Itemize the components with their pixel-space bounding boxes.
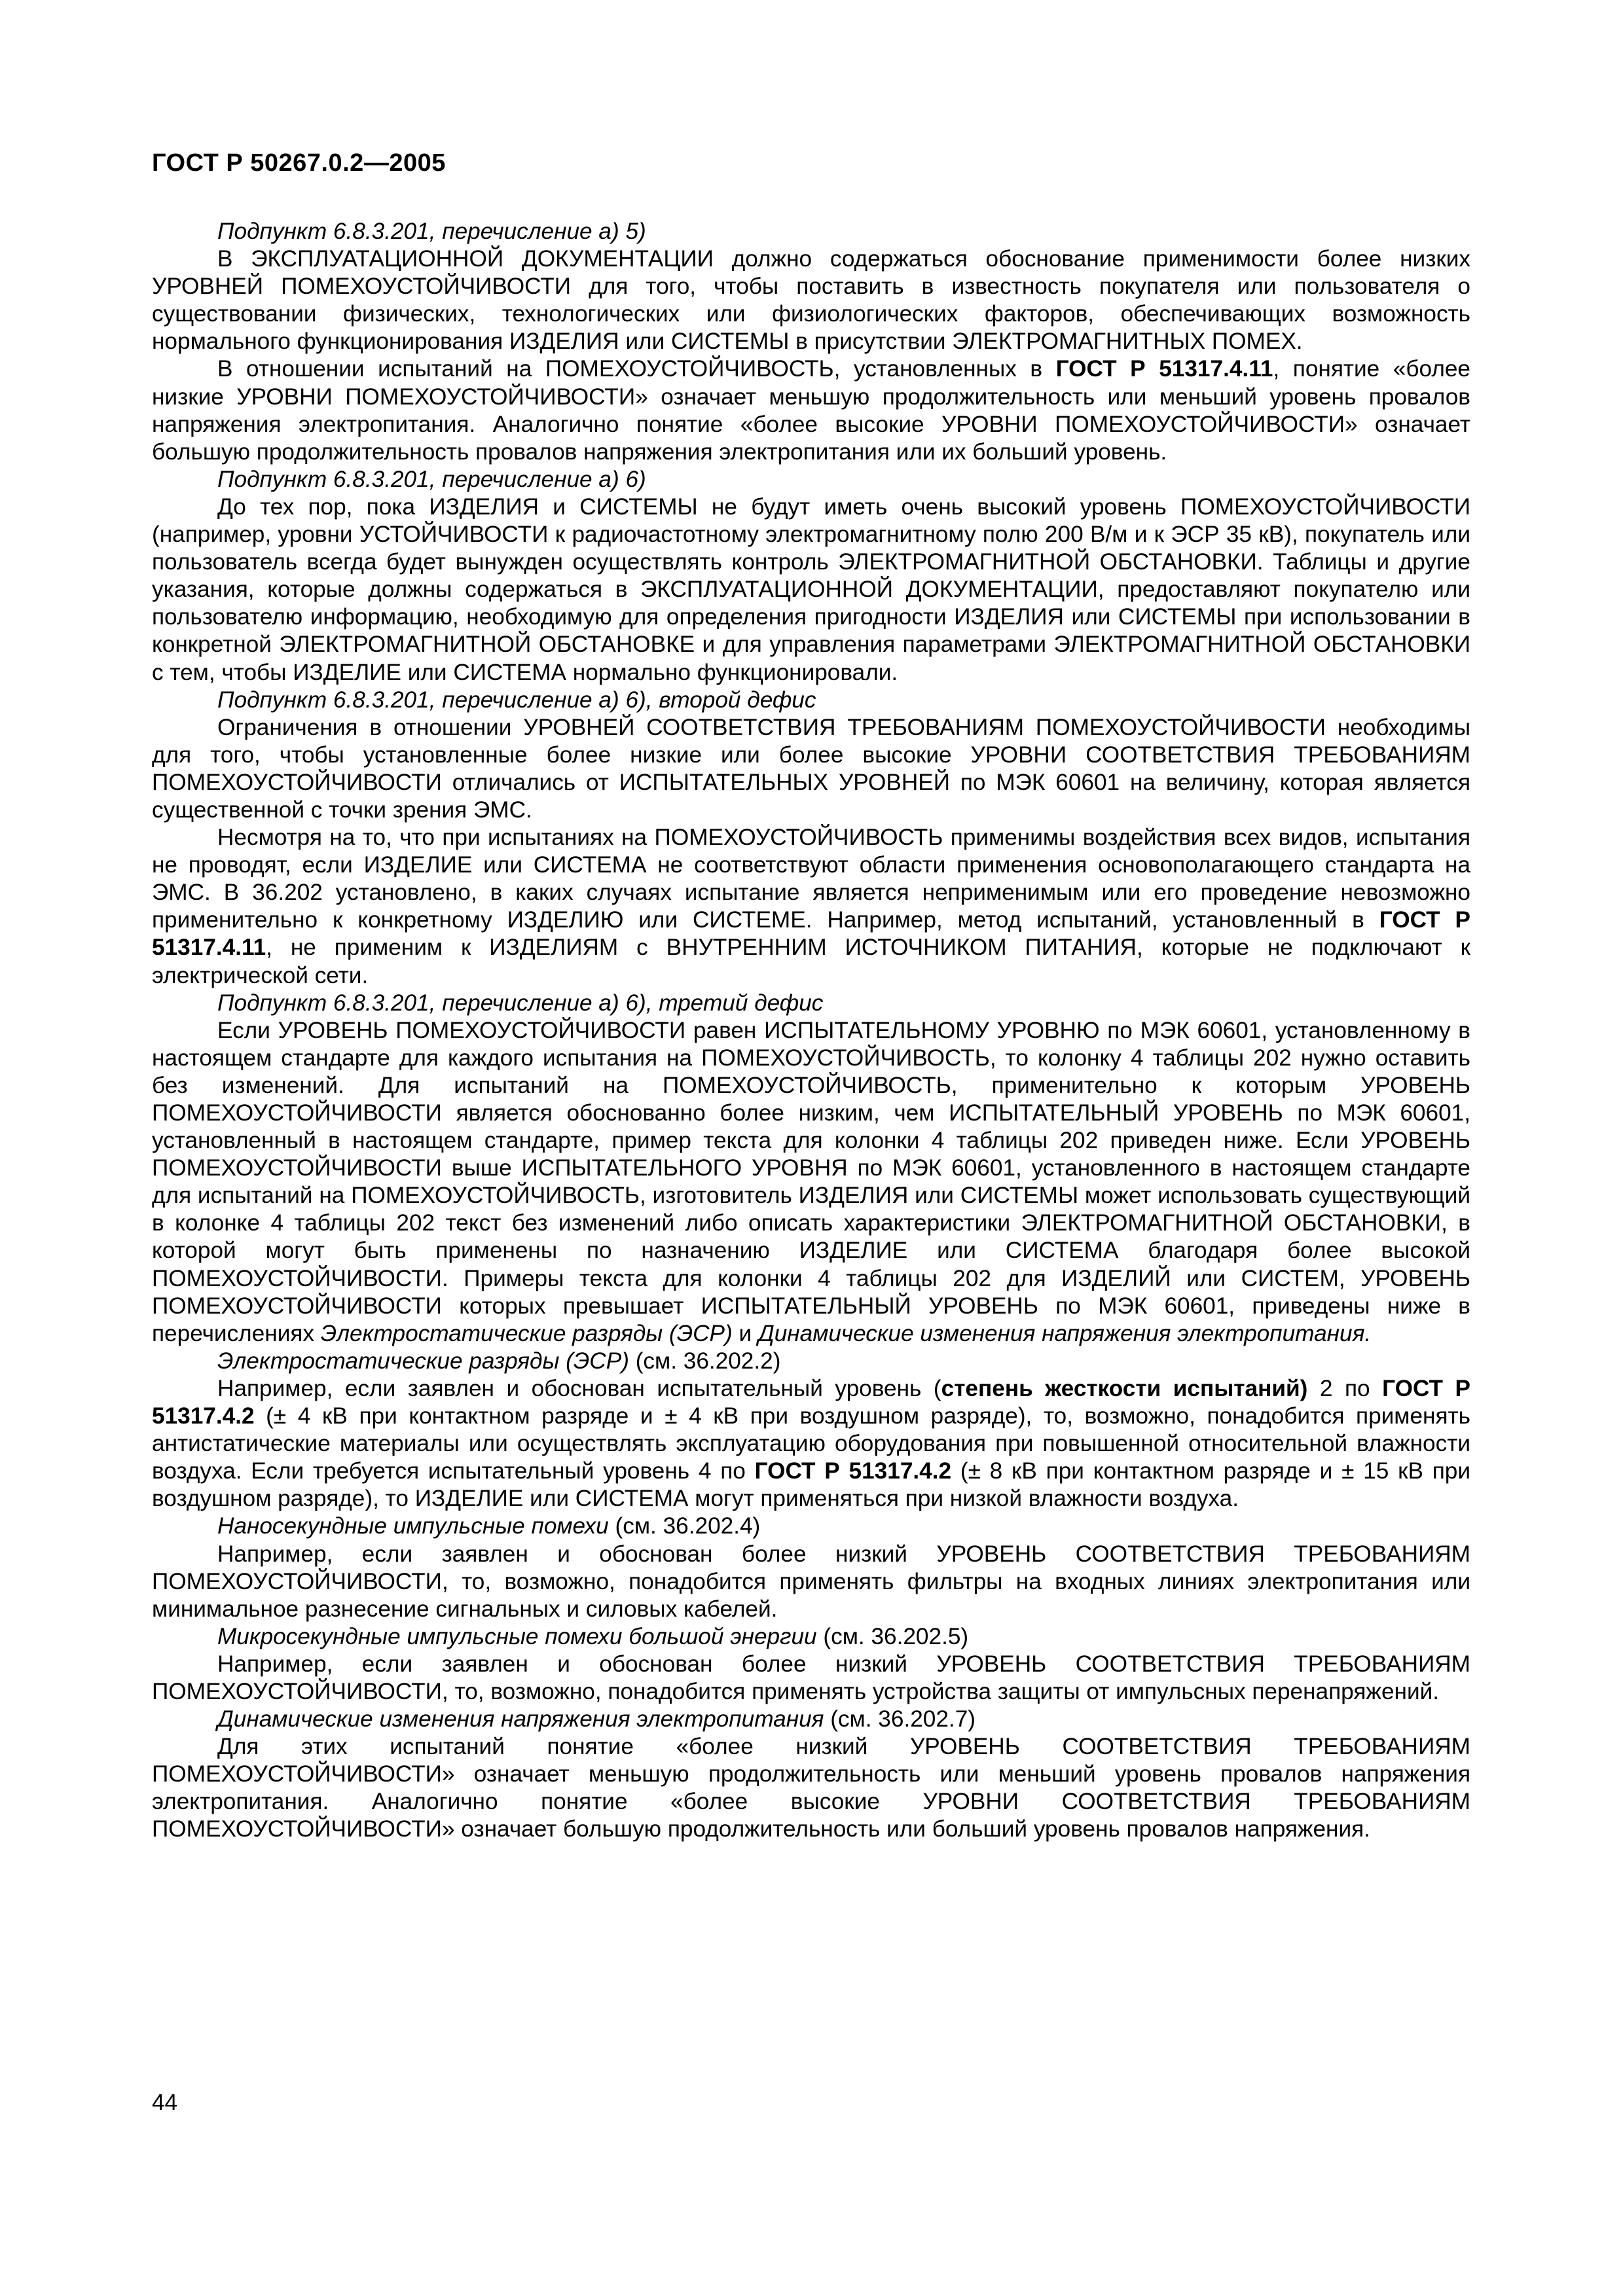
paragraph xyxy=(152,1017,1470,1348)
paragraph xyxy=(152,1733,1470,1843)
text-run: Несмотря на то, что при испытаниях на ПОМЕХОУСТОЙЧИВОСТЬ применимы воздействия всех видов, испытания не проводят, если ИЗДЕЛИЕ или СИСТЕМА не соответствуют области применения основополагающего стандарта на ЭМС. В 36.202 установлено, в каких случаях испытание является неприменимым или его проведение невозможно применительно к конкретному ИЗДЕЛИЮ или СИСТЕМЕ. Например, метод испытаний, установленный в xyxy=(152,825,1470,933)
text-run: В отношении испытаний на ПОМЕХОУСТОЙЧИВОСТЬ, установленных в xyxy=(217,356,1056,382)
italic-run: Электростатические разряды (ЭСР) xyxy=(320,1320,733,1346)
bold-run: ГОСТ Р 51317.4.2 xyxy=(754,1458,952,1484)
text-run: Для этих испытаний понятие «более низкий УРОВЕНЬ СООТВЕТСТВИЯ ТРЕБОВАНИЯМ ПОМЕХОУСТОЙЧИВОСТИ» означает меньшую продолжительность или меньший уровень провалов напряжения электропитания. Аналогично понятие «более высокие УРОВНИ СООТВЕТСТВИЯ ТРЕБОВАНИЯМ ПОМЕХОУСТОЙЧИВОСТИ» означает большую продолжительность или больший уровень провалов напряжения. xyxy=(152,1734,1470,1842)
text-run: До тех пор, пока ИЗДЕЛИЯ и СИСТЕМЫ не будут иметь очень высокий уровень ПОМЕХОУСТОЙЧИВОСТИ (например, уровни УСТОЙЧИВОСТИ к радиочастотному электромагнитному полю 200 В/м и к ЭСР 35 кВ), покупатель или пользователь всегда будет вынужден осуществлять контроль ЭЛЕКТРОМАГНИТНОЙ ОБСТАНОВКИ. Таблицы и другие указания, которые должны содержаться в ЭКСПЛУАТАЦИОННОЙ ДОКУМЕНТАЦИИ, предоставляют покупателю или пользователю информацию, необходимую для определения пригодности ИЗДЕЛИЯ или СИСТЕМЫ при использовании в конкретной ЭЛЕКТРОМАГНИТНОЙ ОБСТАНОВКЕ и для управления параметрами ЭЛЕКТРОМАГНИТНОЙ ОБСТАНОВКИ с тем, чтобы ИЗДЕЛИЕ или СИСТЕМА нормально функционировали. xyxy=(152,493,1470,685)
paragraph xyxy=(152,245,1470,355)
paragraph xyxy=(152,493,1470,687)
italic-run: Подпункт 6.8.3.201, перечисление а) 5) xyxy=(217,219,646,244)
text-run: В ЭКСПЛУАТАЦИОННОЙ ДОКУМЕНТАЦИИ должно содержаться обоснование применимости более низких УРОВНЕЙ ПОМЕХОУСТОЙЧИВОСТИ для того, чтобы поставить в известность покупателя или пользователя о существовании физических, технологических или физиологических факторов, обеспечивающих возможность нормального функционирования ИЗДЕЛИЯ или СИСТЕМЫ в присутствии ЭЛЕКТРОМАГНИТНЫХ ПОМЕХ. xyxy=(152,246,1470,355)
text-run: (см. 36.202.7) xyxy=(824,1706,976,1732)
bold-run: ГОСТ Р 51317.4.11 xyxy=(1055,356,1273,382)
italic-run: Микросекундные импульсные помехи большой энергии xyxy=(217,1623,817,1649)
page-number: 44 xyxy=(152,2090,177,2115)
text-run: и xyxy=(732,1320,758,1346)
text-run: Если УРОВЕНЬ ПОМЕХОУСТОЙЧИВОСТИ равен ИСПЫТАТЕЛЬНОМУ УРОВНЮ по МЭК 60601, установленному в настоящем стандарте для каждого испытания на ПОМЕХОУСТОЙЧИВОСТЬ, то колонку 4 таблицы 202 нужно оставить без изменений. Для испытаний на ПОМЕХОУСТОЙЧИВОСТЬ, применительно к которым УРОВЕНЬ ПОМЕХОУСТОЙЧИВОСТИ является обоснованно более низким, чем ИСПЫТАТЕЛЬНЫЙ УРОВЕНЬ по МЭК 60601, установленный в настоящем стандарте, пример текста для колонки 4 таблицы 202 приведен ниже. Если УРОВЕНЬ ПОМЕХОУСТОЙЧИВОСТИ выше ИСПЫТАТЕЛЬНОГО УРОВНЯ по МЭК 60601, установленного в настоящем стандарте для испытаний на ПОМЕХОУСТОЙЧИВОСТЬ, изготовитель ИЗДЕЛИЯ или СИСТЕМЫ может использовать существующий в колонке 4 таблицы 202 текст без изменений либо описать характеристики ЭЛЕКТРОМАГНИТНОЙ ОБСТАНОВКИ, в которой могут быть применены по назначению ИЗДЕЛИЕ или СИСТЕМА благодаря более высокой ПОМЕХОУСТОЙЧИВОСТИ. Примеры текста для колонки 4 таблицы 202 для ИЗДЕЛИЙ или СИСТЕМ, УРОВЕНЬ ПОМЕХОУСТОЙЧИВОСТИ которых превышает ИСПЫТАТЕЛЬНЫЙ УРОВЕНЬ по МЭК 60601, приведены ниже в перечислениях xyxy=(152,1017,1470,1346)
italic-run: Наносекундные импульсные помехи xyxy=(217,1513,609,1539)
text-run: (см. 36.202.2) xyxy=(629,1348,781,1374)
paragraph xyxy=(152,1513,1470,1540)
text-run: Ограничения в отношении УРОВНЕЙ СООТВЕТСТВИЯ ТРЕБОВАНИЯМ ПОМЕХОУСТОЙЧИВОСТИ необходимы для того, чтобы установленные более низкие или более высокие УРОВНИ СООТВЕТСТВИЯ ТРЕБОВАНИЯМ ПОМЕХОУСТОЙЧИВОСТИ отличались от ИСПЫТАТЕЛЬНЫХ УРОВНЕЙ по МЭК 60601 на величину, которая является существенной с точки зрения ЭМС. xyxy=(152,714,1470,823)
bold-run: ГОСТ Р 51317.4.11 xyxy=(152,907,1471,961)
paragraph xyxy=(152,1541,1470,1623)
italic-run: Подпункт 6.8.3.201, перечисление а) 6), второй дефис xyxy=(217,687,816,713)
italic-run: Динамические изменения напряжения электропитания xyxy=(217,1706,824,1732)
text-run: (± 8 кВ при контактном разряде и ± 15 кВ при воздушном разряде), то ИЗДЕЛИЕ или СИСТЕМА могут применяться при низкой влажности воздуха. xyxy=(152,1458,1471,1512)
paragraph xyxy=(152,355,1470,465)
paragraph xyxy=(152,990,1470,1017)
italic-run: Динамические изменения напряжения электропитания. xyxy=(757,1320,1372,1346)
paragraph xyxy=(152,824,1470,990)
document-body xyxy=(152,218,1470,1844)
italic-run: Подпункт 6.8.3.201, перечисление а) 6) xyxy=(217,466,646,492)
text-run: Например, если заявлен и обоснован более низкий УРОВЕНЬ СООТВЕТСТВИЯ ТРЕБОВАНИЯМ ПОМЕХОУСТОЙЧИВОСТИ, то, возможно, понадобится применять фильтры на входных линиях электропитания или минимальное разнесение сигнальных и силовых кабелей. xyxy=(152,1541,1470,1622)
bold-run: ГОСТ Р 51317.4.2 xyxy=(152,1375,1470,1429)
bold-run: степень жесткости испытаний) xyxy=(941,1375,1308,1401)
paragraph xyxy=(152,218,1470,245)
italic-run: Электростатические разряды (ЭСР) xyxy=(217,1348,629,1374)
text-run: (± 4 кВ при контактном разряде и ± 4 кВ при воздушном разряде), то, возможно, понадобится применять антистатические материалы или осуществлять эксплуатацию оборудования при повышенной относительной влажности воздуха. Если требуется испытательный уровень 4 по xyxy=(152,1403,1470,1484)
paragraph xyxy=(152,687,1470,714)
standard-designation-header: ГОСТ Р 50267.0.2—2005 xyxy=(152,149,446,177)
text-run: Например, если заявлен и обоснован более низкий УРОВЕНЬ СООТВЕТСТВИЯ ТРЕБОВАНИЯМ ПОМЕХОУСТОЙЧИВОСТИ, то, возможно, понадобится применять устройства защиты от импульсных перенапряжений. xyxy=(152,1651,1470,1704)
paragraph xyxy=(152,714,1470,824)
text-run: (см. 36.202.5) xyxy=(816,1623,969,1649)
text-run: , не применим к ИЗДЕЛИЯМ с ВНУТРЕННИМ ИСТОЧНИКОМ ПИТАНИЯ, которые не подключают к электрической сети. xyxy=(152,935,1470,988)
paragraph xyxy=(152,466,1470,493)
text-run: , понятие «более низкие УРОВНИ ПОМЕХОУСТОЙЧИВОСТИ» означает меньшую продолжительность или меньший уровень провалов напряжения электропитания. Аналогично понятие «более высокие УРОВНИ ПОМЕХОУСТОЙЧИВОСТИ» означает большую продолжительность провалов напряжения электропитания или их больший уровень. xyxy=(152,356,1470,465)
italic-run: Подпункт 6.8.3.201, перечисление а) 6), третий дефис xyxy=(217,990,824,1016)
text-run: 2 по xyxy=(1307,1375,1383,1401)
paragraph xyxy=(152,1623,1470,1651)
paragraph xyxy=(152,1375,1470,1513)
paragraph xyxy=(152,1348,1470,1375)
paragraph xyxy=(152,1706,1470,1733)
text-run: Например, если заявлен и обоснован испытательный уровень ( xyxy=(217,1375,941,1401)
text-run: (см. 36.202.4) xyxy=(608,1513,761,1539)
paragraph xyxy=(152,1651,1470,1706)
